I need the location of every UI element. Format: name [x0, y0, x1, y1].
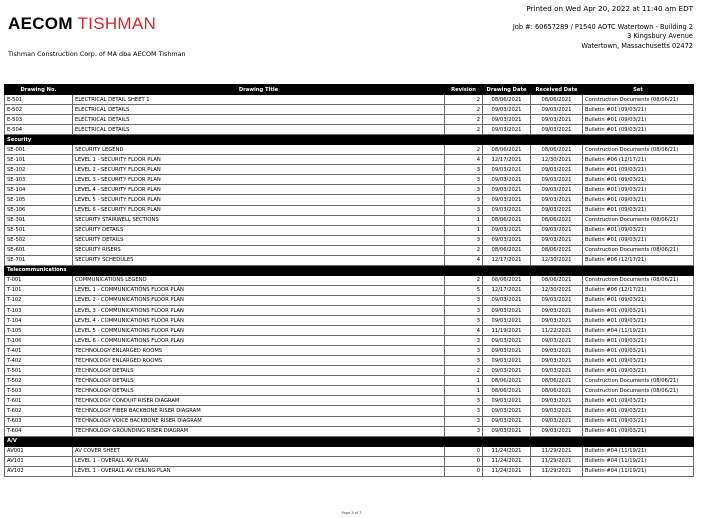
drawing-no-cell: SE-101 — [5, 155, 73, 165]
revision-cell: 3 — [445, 426, 483, 436]
table-header-row — [5, 85, 694, 95]
drawing-title-cell: LEVEL 3 - COMMUNICATIONS FLOOR PLAN — [73, 305, 445, 315]
drawing-title-cell: ELECTRICAL DETAIL SHEET 1 — [73, 95, 445, 105]
table-row — [5, 346, 694, 356]
drawing-date-cell: 09/03/2021 — [483, 336, 531, 346]
drawing-date-cell: 11/24/2021 — [483, 456, 531, 466]
revision-cell: 3 — [445, 356, 483, 366]
drawing-title-cell: LEVEL 6 - COMMUNICATIONS FLOOR PLAN — [73, 336, 445, 346]
job-address-city: Watertown, Massachusetts 02472 — [581, 41, 693, 50]
job-address-street: 3 Kingsbury Avenue — [627, 32, 693, 41]
drawing-no-cell: T-501 — [5, 366, 73, 376]
drawing-title-cell: ELECTRICAL DETAILS — [73, 115, 445, 125]
drawing-log-table — [4, 84, 694, 477]
table-row — [5, 175, 694, 185]
drawing-date-cell: 08/06/2021 — [483, 386, 531, 396]
table-row — [5, 235, 694, 245]
received-date-cell: 09/03/2021 — [531, 305, 583, 315]
section-label: Security — [5, 135, 694, 145]
section-label: A/V — [5, 436, 694, 446]
received-date-cell: 12/30/2021 — [531, 285, 583, 295]
table-row — [5, 336, 694, 346]
drawing-title-cell: TECHNOLOGY DETAILS — [73, 386, 445, 396]
table-row — [5, 396, 694, 406]
received-date-cell: 09/03/2021 — [531, 175, 583, 185]
drawing-title-cell: SECURITY DETAILS — [73, 225, 445, 235]
table-row — [5, 275, 694, 285]
drawing-date-cell: 09/03/2021 — [483, 205, 531, 215]
section-header-row — [5, 135, 694, 145]
table-row — [5, 456, 694, 466]
set-cell: Bulletin #01 (09/03/21) — [583, 105, 694, 115]
drawing-date-cell: 09/03/2021 — [483, 235, 531, 245]
drawing-title-cell: LEVEL 5 - SECURITY FLOOR PLAN — [73, 195, 445, 205]
drawing-no-cell: T-602 — [5, 406, 73, 416]
received-date-cell: 09/03/2021 — [531, 336, 583, 346]
col-drawing-no: Drawing No. — [5, 85, 73, 95]
drawing-no-cell: E-501 — [5, 95, 73, 105]
received-date-cell: 11/29/2021 — [531, 446, 583, 456]
drawing-title-cell: AV COVER SHEET — [73, 446, 445, 456]
set-cell: Bulletin #06 (12/17/21) — [583, 255, 694, 265]
set-cell: Construction Documents (08/06/21) — [583, 145, 694, 155]
set-cell: Bulletin #01 (09/03/21) — [583, 426, 694, 436]
received-date-cell: 09/03/2021 — [531, 426, 583, 436]
drawing-title-cell: LEVEL 4 - COMMUNICATIONS FLOOR PLAN — [73, 316, 445, 326]
drawing-no-cell: T-106 — [5, 336, 73, 346]
set-cell: Construction Documents (08/06/21) — [583, 376, 694, 386]
drawing-no-cell: SE-102 — [5, 165, 73, 175]
set-cell: Construction Documents (08/06/21) — [583, 95, 694, 105]
received-date-cell: 09/03/2021 — [531, 295, 583, 305]
received-date-cell: 08/06/2021 — [531, 145, 583, 155]
table-row — [5, 205, 694, 215]
received-date-cell: 09/03/2021 — [531, 205, 583, 215]
revision-cell: 1 — [445, 225, 483, 235]
drawing-no-cell: T-001 — [5, 275, 73, 285]
set-cell: Bulletin #01 (09/03/21) — [583, 195, 694, 205]
drawing-no-cell: T-105 — [5, 326, 73, 336]
table-row — [5, 305, 694, 315]
drawing-no-cell: T-502 — [5, 376, 73, 386]
table-row — [5, 366, 694, 376]
drawing-date-cell: 09/03/2021 — [483, 175, 531, 185]
drawing-date-cell: 09/03/2021 — [483, 396, 531, 406]
drawing-title-cell: TECHNOLOGY DETAILS — [73, 376, 445, 386]
received-date-cell: 09/03/2021 — [531, 346, 583, 356]
drawing-title-cell: SECURITY RISERS — [73, 245, 445, 255]
received-date-cell: 09/03/2021 — [531, 165, 583, 175]
revision-cell: 3 — [445, 195, 483, 205]
set-cell: Bulletin #01 (09/03/21) — [583, 305, 694, 315]
table-row — [5, 125, 694, 135]
table-row — [5, 245, 694, 255]
revision-cell: 2 — [445, 366, 483, 376]
drawing-title-cell: LEVEL 1 - OVERALL AV CEILING PLAN — [73, 466, 445, 476]
drawing-title-cell: LEVEL 4 - SECURITY FLOOR PLAN — [73, 185, 445, 195]
drawing-date-cell: 09/03/2021 — [483, 406, 531, 416]
drawing-no-cell: T-102 — [5, 295, 73, 305]
revision-cell: 2 — [445, 105, 483, 115]
received-date-cell: 08/06/2021 — [531, 215, 583, 225]
table-row — [5, 165, 694, 175]
set-cell: Bulletin #01 (09/03/21) — [583, 396, 694, 406]
drawing-title-cell: LEVEL 6 - SECURITY FLOOR PLAN — [73, 205, 445, 215]
revision-cell: 3 — [445, 235, 483, 245]
revision-cell: 5 — [445, 285, 483, 295]
table-row — [5, 446, 694, 456]
revision-cell: 3 — [445, 175, 483, 185]
drawing-no-cell: SE-105 — [5, 195, 73, 205]
set-cell: Construction Documents (08/06/21) — [583, 215, 694, 225]
revision-cell: 2 — [445, 125, 483, 135]
drawing-no-cell: SE-106 — [5, 205, 73, 215]
set-cell: Bulletin #06 (12/17/21) — [583, 285, 694, 295]
revision-cell: 3 — [445, 205, 483, 215]
set-cell: Bulletin #01 (09/03/21) — [583, 406, 694, 416]
drawing-date-cell: 09/03/2021 — [483, 426, 531, 436]
table-row — [5, 416, 694, 426]
table-row — [5, 155, 694, 165]
set-cell: Bulletin #01 (09/03/21) — [583, 165, 694, 175]
drawing-date-cell: 09/03/2021 — [483, 225, 531, 235]
set-cell: Bulletin #01 (09/03/21) — [583, 366, 694, 376]
drawing-title-cell: LEVEL 5 - COMMUNICATIONS FLOOR PLAN — [73, 326, 445, 336]
table-row — [5, 356, 694, 366]
revision-cell: 2 — [445, 245, 483, 255]
logo-aecom: AECOM — [8, 14, 73, 33]
drawing-title-cell: TECHNOLOGY DETAILS — [73, 366, 445, 376]
received-date-cell: 08/06/2021 — [531, 245, 583, 255]
set-cell: Bulletin #01 (09/03/21) — [583, 175, 694, 185]
drawing-no-cell: E-503 — [5, 115, 73, 125]
drawing-date-cell: 11/24/2021 — [483, 466, 531, 476]
drawing-date-cell: 09/03/2021 — [483, 195, 531, 205]
drawing-date-cell: 08/06/2021 — [483, 245, 531, 255]
table-row — [5, 376, 694, 386]
set-cell: Bulletin #01 (09/03/21) — [583, 115, 694, 125]
job-info — [513, 23, 693, 51]
revision-cell: 3 — [445, 416, 483, 426]
revision-cell: 3 — [445, 346, 483, 356]
revision-cell: 4 — [445, 326, 483, 336]
col-drawing-title: Drawing Title — [73, 85, 445, 95]
set-cell: Bulletin #04 (11/19/21) — [583, 456, 694, 466]
received-date-cell: 08/06/2021 — [531, 95, 583, 105]
revision-cell: 2 — [445, 115, 483, 125]
drawing-no-cell: AV001 — [5, 446, 73, 456]
table-row — [5, 316, 694, 326]
drawing-title-cell: TECHNOLOGY FIBER BACKBONE RISER DIAGRAM — [73, 406, 445, 416]
revision-cell: 2 — [445, 275, 483, 285]
drawing-date-cell: 09/03/2021 — [483, 185, 531, 195]
aecom-tishman-logo — [8, 14, 156, 34]
revision-cell: 3 — [445, 185, 483, 195]
drawing-no-cell: T-401 — [5, 346, 73, 356]
received-date-cell: 11/22/2021 — [531, 326, 583, 336]
col-set: Set — [583, 85, 694, 95]
logo-tishman: TISHMAN — [77, 14, 157, 33]
drawing-date-cell: 11/24/2021 — [483, 446, 531, 456]
drawing-no-cell: SE-301 — [5, 215, 73, 225]
set-cell: Bulletin #01 (09/03/21) — [583, 225, 694, 235]
drawing-title-cell: ELECTRICAL DETAILS — [73, 125, 445, 135]
drawing-title-cell: LEVEL 2 - COMMUNICATIONS FLOOR PLAN — [73, 295, 445, 305]
drawing-title-cell: SECURITY SCHEDULES — [73, 255, 445, 265]
received-date-cell: 09/03/2021 — [531, 235, 583, 245]
set-cell: Bulletin #06 (12/17/21) — [583, 155, 694, 165]
section-header-row — [5, 265, 694, 275]
table-row — [5, 115, 694, 125]
printed-timestamp: Printed on Wed Apr 20, 2022 at 11:40 am EDT — [526, 4, 693, 13]
drawing-no-cell: AV101 — [5, 456, 73, 466]
table-row — [5, 185, 694, 195]
received-date-cell: 09/03/2021 — [531, 105, 583, 115]
table-row — [5, 386, 694, 396]
revision-cell: 3 — [445, 316, 483, 326]
drawing-date-cell: 08/06/2021 — [483, 145, 531, 155]
drawing-date-cell: 08/06/2021 — [483, 215, 531, 225]
drawing-no-cell: SE-701 — [5, 255, 73, 265]
set-cell: Bulletin #04 (11/19/21) — [583, 466, 694, 476]
table-row — [5, 295, 694, 305]
received-date-cell: 09/03/2021 — [531, 115, 583, 125]
drawing-date-cell: 09/03/2021 — [483, 416, 531, 426]
set-cell: Bulletin #04 (11/19/21) — [583, 446, 694, 456]
drawing-date-cell: 09/03/2021 — [483, 295, 531, 305]
set-cell: Bulletin #01 (09/03/21) — [583, 336, 694, 346]
set-cell: Bulletin #01 (09/03/21) — [583, 205, 694, 215]
received-date-cell: 09/03/2021 — [531, 195, 583, 205]
drawing-date-cell: 12/17/2021 — [483, 255, 531, 265]
drawing-no-cell: SE-502 — [5, 235, 73, 245]
drawing-title-cell: ELECTRICAL DETAILS — [73, 105, 445, 115]
drawing-title-cell: TECHNOLOGY ENLARGED ROOMS — [73, 356, 445, 366]
revision-cell: 4 — [445, 155, 483, 165]
table-row — [5, 195, 694, 205]
revision-cell: 3 — [445, 305, 483, 315]
revision-cell: 2 — [445, 95, 483, 105]
received-date-cell: 09/03/2021 — [531, 125, 583, 135]
received-date-cell: 09/03/2021 — [531, 396, 583, 406]
drawing-date-cell: 09/03/2021 — [483, 316, 531, 326]
set-cell: Bulletin #01 (09/03/21) — [583, 235, 694, 245]
col-drawing-date: Drawing Date — [483, 85, 531, 95]
table-row — [5, 285, 694, 295]
received-date-cell: 08/06/2021 — [531, 386, 583, 396]
received-date-cell: 09/03/2021 — [531, 366, 583, 376]
table-row — [5, 225, 694, 235]
drawing-title-cell: LEVEL 1 - COMMUNICATIONS FLOOR PLAN — [73, 285, 445, 295]
set-cell: Bulletin #01 (09/03/21) — [583, 295, 694, 305]
drawing-date-cell: 08/06/2021 — [483, 376, 531, 386]
col-received-date: Received Date — [531, 85, 583, 95]
revision-cell: 0 — [445, 466, 483, 476]
drawing-title-cell: SECURITY DETAILS — [73, 235, 445, 245]
drawing-date-cell: 09/03/2021 — [483, 105, 531, 115]
table-row — [5, 255, 694, 265]
drawing-title-cell: TECHNOLOGY GROUNDING RISER DIAGRAM — [73, 426, 445, 436]
drawing-date-cell: 12/17/2021 — [483, 285, 531, 295]
table-row — [5, 105, 694, 115]
revision-cell: 0 — [445, 456, 483, 466]
drawing-date-cell: 08/06/2021 — [483, 95, 531, 105]
drawing-no-cell: T-603 — [5, 416, 73, 426]
set-cell: Construction Documents (08/06/21) — [583, 245, 694, 255]
revision-cell: 2 — [445, 145, 483, 155]
drawing-no-cell: SE-103 — [5, 175, 73, 185]
drawing-title-cell: LEVEL 2 - SECURITY FLOOR PLAN — [73, 165, 445, 175]
company-name: Tishman Construction Corp. of MA dba AECOM Tishman — [8, 50, 186, 58]
drawing-no-cell: T-103 — [5, 305, 73, 315]
set-cell: Bulletin #01 (09/03/21) — [583, 185, 694, 195]
received-date-cell: 09/03/2021 — [531, 316, 583, 326]
revision-cell: 1 — [445, 376, 483, 386]
revision-cell: 3 — [445, 396, 483, 406]
received-date-cell: 12/30/2021 — [531, 155, 583, 165]
set-cell: Bulletin #01 (09/03/21) — [583, 346, 694, 356]
received-date-cell: 11/29/2021 — [531, 456, 583, 466]
set-cell: Construction Documents (08/06/21) — [583, 386, 694, 396]
drawing-date-cell: 09/03/2021 — [483, 346, 531, 356]
job-number: Job #: 60657289 / P1540 AOTC Watertown - Building 2 — [512, 23, 693, 31]
table-row — [5, 326, 694, 336]
drawing-date-cell: 09/03/2021 — [483, 165, 531, 175]
drawing-no-cell: T-402 — [5, 356, 73, 366]
drawing-date-cell: 09/03/2021 — [483, 305, 531, 315]
drawing-date-cell: 09/03/2021 — [483, 356, 531, 366]
drawing-date-cell: 09/03/2021 — [483, 115, 531, 125]
drawing-title-cell: TECHNOLOGY ENLARGED ROOMS — [73, 346, 445, 356]
drawing-no-cell: E-504 — [5, 125, 73, 135]
col-revision: Revision — [445, 85, 483, 95]
section-label: Telecommunications — [5, 265, 694, 275]
revision-cell: 3 — [445, 165, 483, 175]
drawing-title-cell: LEVEL 3 - SECURITY FLOOR PLAN — [73, 175, 445, 185]
drawing-no-cell: T-104 — [5, 316, 73, 326]
drawing-date-cell: 08/06/2021 — [483, 275, 531, 285]
received-date-cell: 09/03/2021 — [531, 406, 583, 416]
table-row — [5, 426, 694, 436]
revision-cell: 3 — [445, 406, 483, 416]
drawing-title-cell: TECHNOLOGY VOICE BACKBONE RISER DIAGRAM — [73, 416, 445, 426]
table-row — [5, 95, 694, 105]
set-cell: Bulletin #01 (09/03/21) — [583, 125, 694, 135]
section-header-row — [5, 436, 694, 446]
revision-cell: 3 — [445, 295, 483, 305]
drawing-no-cell: T-503 — [5, 386, 73, 396]
drawing-no-cell: SE-104 — [5, 185, 73, 195]
set-cell: Bulletin #01 (09/03/21) — [583, 316, 694, 326]
drawing-date-cell: 09/03/2021 — [483, 366, 531, 376]
revision-cell: 1 — [445, 215, 483, 225]
table-body — [5, 95, 694, 477]
received-date-cell: 08/06/2021 — [531, 275, 583, 285]
drawing-title-cell: LEVEL 1 - OVERALL AV PLAN — [73, 456, 445, 466]
revision-cell: 0 — [445, 446, 483, 456]
drawing-date-cell: 11/19/2021 — [483, 326, 531, 336]
drawing-title-cell: SECURITY STAIRWELL SECTIONS — [73, 215, 445, 225]
received-date-cell: 09/03/2021 — [531, 356, 583, 366]
drawing-no-cell: AV102 — [5, 466, 73, 476]
received-date-cell: 09/03/2021 — [531, 185, 583, 195]
revision-cell: 4 — [445, 255, 483, 265]
drawing-title-cell: LEVEL 1 - SECURITY FLOOR PLAN — [73, 155, 445, 165]
table-row — [5, 145, 694, 155]
page-footer: Page 3 of 7 — [341, 511, 362, 515]
revision-cell: 3 — [445, 336, 483, 346]
drawing-no-cell: T-604 — [5, 426, 73, 436]
received-date-cell: 09/03/2021 — [531, 416, 583, 426]
drawing-title-cell: COMMUNICATIONS LEGEND — [73, 275, 445, 285]
set-cell: Bulletin #01 (09/03/21) — [583, 416, 694, 426]
drawing-title-cell: TECHNOLOGY CONDUIT RISER DIAGRAM — [73, 396, 445, 406]
received-date-cell: 09/03/2021 — [531, 225, 583, 235]
received-date-cell: 11/29/2021 — [531, 466, 583, 476]
set-cell: Construction Documents (08/06/21) — [583, 275, 694, 285]
drawing-no-cell: SE-501 — [5, 225, 73, 235]
drawing-date-cell: 09/03/2021 — [483, 125, 531, 135]
received-date-cell: 12/30/2021 — [531, 255, 583, 265]
drawing-no-cell: SE-601 — [5, 245, 73, 255]
table-row — [5, 406, 694, 416]
revision-cell: 1 — [445, 386, 483, 396]
drawing-no-cell: SE-001 — [5, 145, 73, 155]
drawing-no-cell: T-101 — [5, 285, 73, 295]
table-row — [5, 466, 694, 476]
drawing-date-cell: 12/17/2021 — [483, 155, 531, 165]
table-row — [5, 215, 694, 225]
set-cell: Bulletin #01 (09/03/21) — [583, 356, 694, 366]
received-date-cell: 08/06/2021 — [531, 376, 583, 386]
drawing-no-cell: T-601 — [5, 396, 73, 406]
set-cell: Bulletin #04 (11/19/21) — [583, 326, 694, 336]
drawing-no-cell: E-502 — [5, 105, 73, 115]
drawing-title-cell: SECURITY LEGEND — [73, 145, 445, 155]
